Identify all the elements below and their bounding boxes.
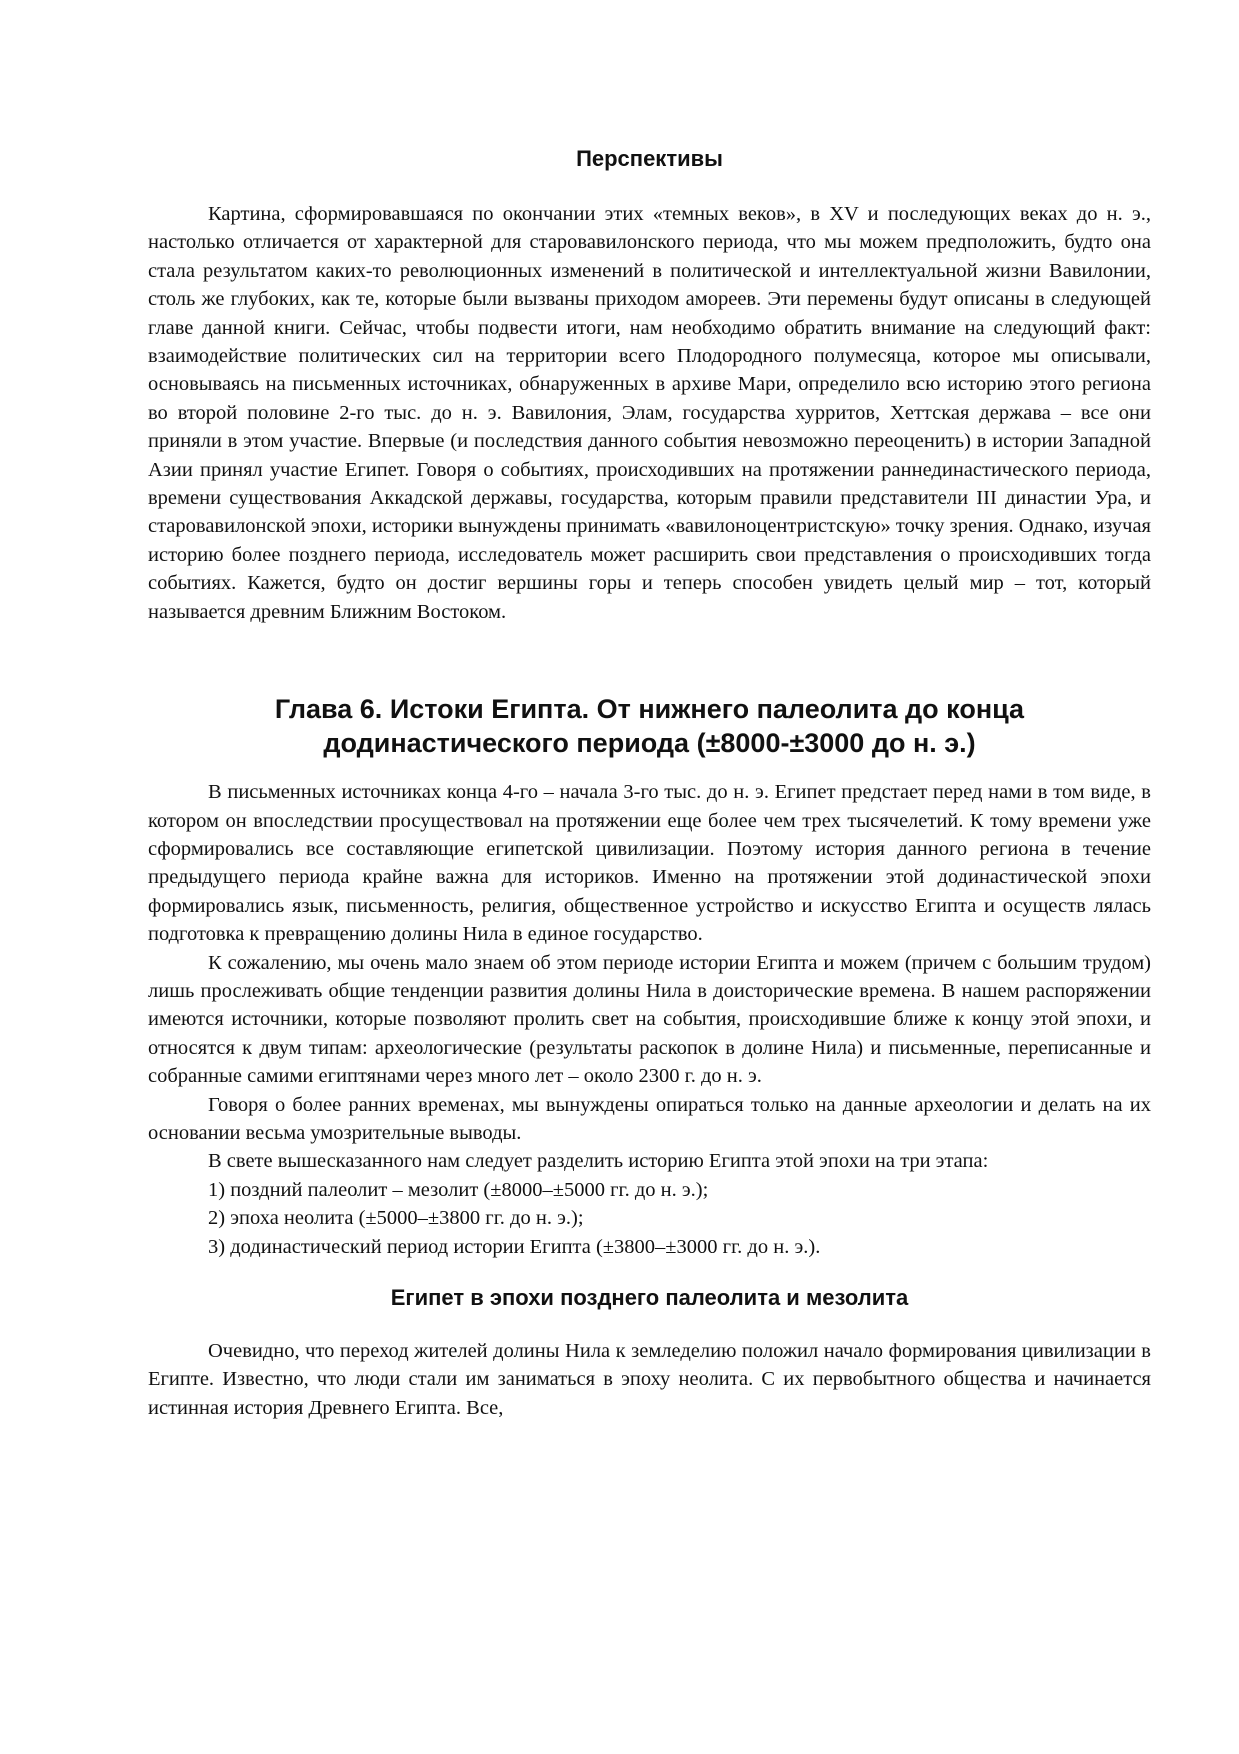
paragraph-perspectives: Картина, сформировавшаяся по окончании этих «темных веков», в XV и последующих веках до н. э., настолько отличается от характерной для старовавилонского периода, что мы можем предположить, будто она стала результатом каких-то революционных изменений в политической и интеллектуальной жизни Вавилонии, столь же глубоких, как те, которые были вызваны приходом амореев. Эти перемены будут описаны в следующей главе данной книги. Сейчас, чтобы подвести итоги, нам необходимо обратить внимание на следующий факт: взаимодействие политических сил на территории всего Плодородного полумесяца, которое мы описывали, основываясь на письменных источниках, обнаруженных в архиве Мари, определило всю историю этого региона во второй половине 2-го тыс. до н. э. Вавилония, Элам, государства хурритов, Хеттская держава – все они приняли в этом участие. Впервые (и последствия данного события невозможно переоценить) в истории Западной Азии принял участие Египет. Говоря о событиях, происходивших на протяжении раннединастического периода, времени существования Аккадской державы, государства, которым правили представители III династии Ура, и старовавилонской эпохи, историки вынуждены принимать «вавилоноцентристскую» точку зрения. Однако, изучая историю более позднего периода, исследователь может расширить свои представления о происходивших тогда событиях. Кажется, будто он достиг вершины горы и теперь способен увидеть целый мир – тот, который называется древним Ближним Востоком. bbox=[148, 203, 1151, 623]
chapter-paragraph-3: Говоря о более ранних временах, мы вынуждены опираться только на данные археологии и делать на их основании весьма умозрительные выводы. bbox=[148, 1093, 1151, 1144]
chapter-paragraph-1: В письменных источниках конца 4-го – начала 3-го тыс. до н. э. Египет предстает перед нами в том виде, в котором он впоследствии просуществовал на протяжении еще более чем трех тысячелетий. К тому времени уже сформировались все составляющие египетской цивилизации. Поэтому история данного региона в течение предыдущего периода крайне важна для историков. Именно на протяжении этой додинастической эпохи формировались язык, письменность, религия, общественное устройство и искусство Египта и осуществ лялась подготовка к превращению долины Нила в единое государство. bbox=[148, 781, 1151, 946]
list-item-stage-3: 3) додинастический период истории Египта (±3800–±3000 гг. до н. э.). bbox=[208, 1235, 821, 1258]
list-item-stage-2: 2) эпоха неолита (±5000–±3800 гг. до н. э.); bbox=[208, 1207, 584, 1230]
document-page bbox=[148, 144, 1151, 1422]
chapter-title-line-2: додинастического периода (±8000-±3000 до н. э.) bbox=[323, 728, 976, 759]
chapter-paragraph-4: В свете вышесказанного нам следует разделить историю Египта этой эпохи на три этапа: bbox=[208, 1150, 989, 1173]
paragraph-paleolithic: Очевидно, что переход жителей долины Нила к земледелию положил начало формирования цивилизации в Египте. Известно, что люди стали им заниматься в эпоху неолита. С их первобытного общества и начинается истинная история Древнего Египта. Все, bbox=[148, 1340, 1151, 1419]
list-item-stage-1: 1) поздний палеолит – мезолит (±8000–±5000 гг. до н. э.); bbox=[208, 1178, 709, 1201]
chapter-title bbox=[148, 692, 1151, 760]
section-heading-perspectives: Перспективы bbox=[576, 146, 723, 171]
section-heading-paleolithic: Египет в эпохи позднего палеолита и мезолита bbox=[390, 1285, 909, 1310]
chapter-title-line-1: Глава 6. Истоки Египта. От нижнего палеолита до конца bbox=[274, 694, 1025, 725]
chapter-paragraph-2: К сожалению, мы очень мало знаем об этом периоде истории Египта и можем (причем с большим трудом) лишь прослеживать общие тенденции развития долины Нила в доисторические времена. В нашем распоряжении имеются источники, которые позволяют пролить свет на события, происходившие ближе к концу этой эпохи, и относятся к двум типам: археологические (результаты раскопок в долине Нила) и письменные, переписанные и собранные самими египтянами через много лет – около 2300 г. до н. э. bbox=[148, 951, 1151, 1088]
